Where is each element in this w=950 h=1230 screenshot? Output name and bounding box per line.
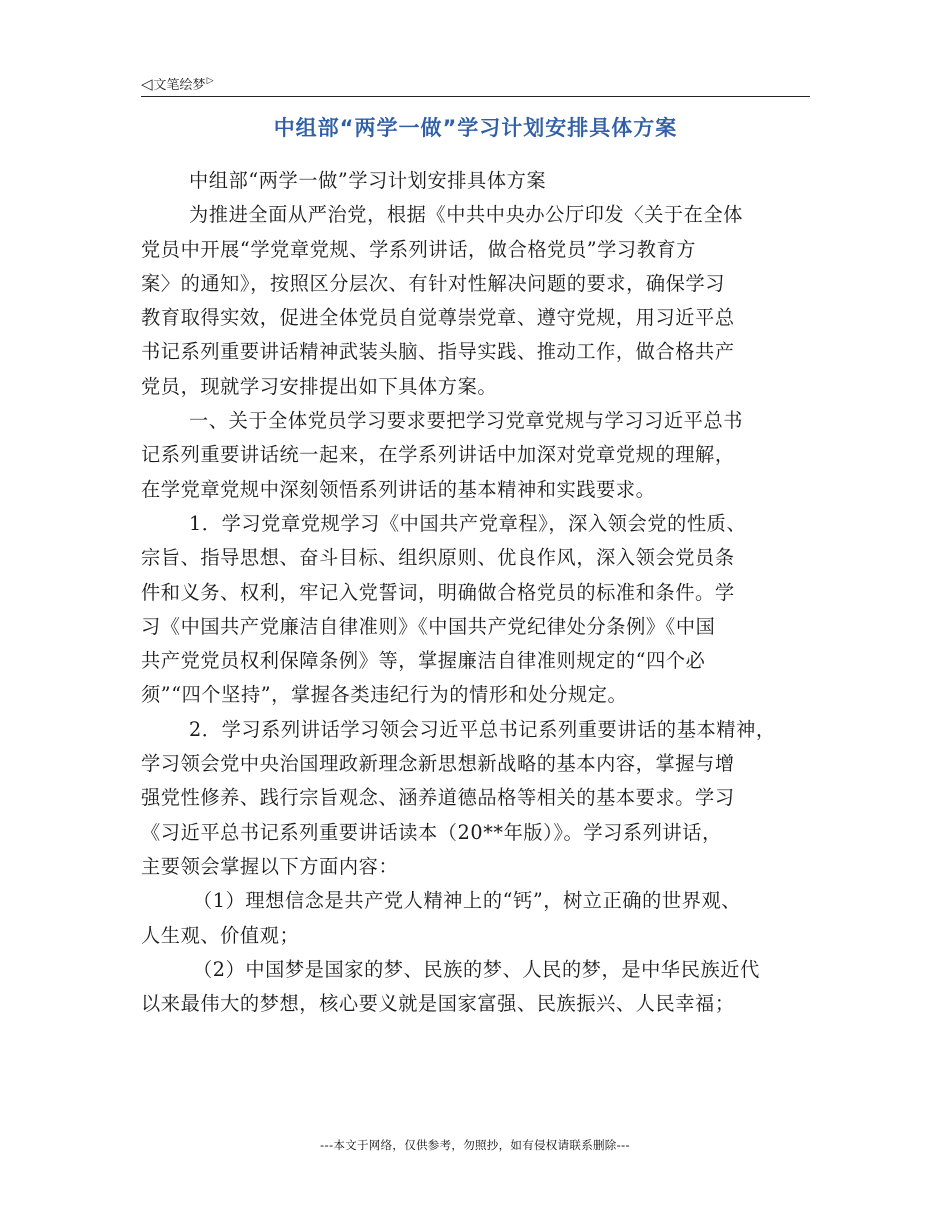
text-line: 党员，现就学习安排提出如下具体方案。 — [141, 374, 498, 398]
text-line: 1．学习党章党规学习《中国共产党章程》，深入领会党的性质、 — [189, 511, 747, 535]
document-body — [141, 164, 813, 1021]
text-line: 学习领会党中央治国理政新理念新思想新战略的基本内容，掌握与增 — [141, 752, 735, 776]
text-line: 以来最伟大的梦想，核心要义就是国家富强、民族振兴、人民幸福； — [141, 992, 735, 1016]
text-line: 党员中开展“学党章党规、学系列讲话，做合格党员”学习教育方 — [141, 237, 697, 261]
document-title: 中组部“两学一做”学习计划安排具体方案 — [273, 116, 678, 140]
text-line: 记系列重要讲话统一起来，在学系列讲话中加深对党章党规的理解， — [141, 443, 735, 467]
right-triangle-icon: ▷ — [206, 75, 214, 86]
text-line: 在学党章党规中深刻领悟系列讲话的基本精神和实践要求。 — [141, 477, 656, 501]
text-line: 须”“四个坚持”，掌握各类违纪行为的情形和处分规定。 — [141, 683, 628, 707]
brand-name: 文笔绘梦 — [153, 78, 206, 93]
text-line: 案〉的通知》，按照区分层次、有针对性解决问题的要求，确保学习 — [141, 271, 726, 295]
page-footer-disclaimer: ---本文于网络，仅供参考，勿照抄，如有侵权请联系删除--- — [320, 1138, 630, 1152]
text-line: 强党性修养、践行宗旨观念、涵养道德品格等相关的基本要求。学习 — [141, 786, 735, 810]
text-line: 为推进全面从严治党，根据《中共中央办公厅印发〈关于在全体 — [189, 203, 744, 227]
text-line: 宗旨、指导思想、奋斗目标、组织原则、优良作风，深入领会党员条 — [141, 546, 735, 570]
brand-logo — [141, 74, 213, 93]
text-line: 主要领会掌握以下方面内容： — [141, 854, 399, 878]
text-line: 中组部“两学一做”学习计划安排具体方案 — [189, 169, 547, 192]
text-line: 习《中国共产党廉洁自律准则》《中国共产党纪律处分条例》《中国 — [141, 614, 716, 638]
text-line: （1）理想信念是共产党人精神上的“钙”，树立正确的世界观、 — [193, 889, 742, 913]
text-line: 一、关于全体党员学习要求要把学习党章党规与学习习近平总书 — [189, 409, 744, 433]
text-line: 2．学习系列讲话学习领会习近平总书记系列重要讲话的基本精神， — [189, 717, 776, 741]
text-line: 《习近平总书记系列重要讲话读本（20**年版）》。学习系列讲话， — [141, 820, 722, 844]
text-line: 书记系列重要讲话精神武装头脑、指导实践、推动工作，做合格共产 — [141, 340, 735, 364]
left-triangle-icon: ◁ — [141, 74, 153, 93]
page-header — [141, 72, 810, 97]
text-line: （2）中国梦是国家的梦、民族的梦、人民的梦，是中华民族近代 — [193, 957, 760, 981]
text-line: 件和义务、权利，牢记入党誓词，明确做合格党员的标准和条件。学 — [141, 580, 735, 604]
text-line: 人生观、价值观； — [141, 923, 300, 947]
text-line: 教育取得实效，促进全体党员自觉尊崇党章、遵守党规，用习近平总 — [141, 306, 735, 330]
text-line: 共产党党员权利保障条例》等，掌握廉洁自律准则规定的“四个必 — [141, 649, 706, 673]
